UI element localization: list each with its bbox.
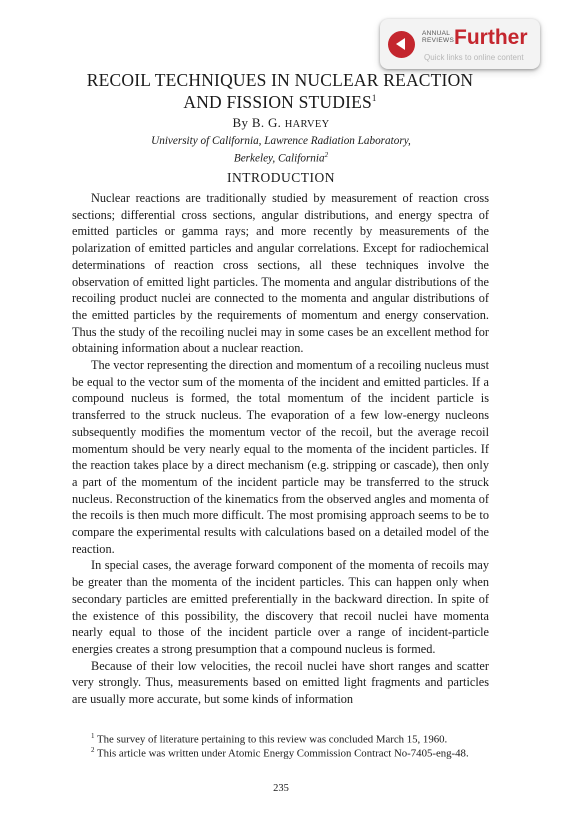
- author-line: [0, 115, 562, 131]
- affiliation-line-2: [0, 148, 562, 166]
- footnote-1-text: The survey of literature pertaining to this review was concluded March 15, 1960.: [97, 733, 448, 746]
- paragraph-4: Because of their low velocities, the recoil nuclei have short ranges and scatter very strongly. Thus, measurements based on emitted light fragments and particles are usually more accurate, but some kinds of information: [72, 658, 489, 707]
- body-text: [72, 190, 489, 708]
- badge-subtitle: Quick links to online content: [424, 53, 524, 62]
- back-arrow-icon: [388, 31, 415, 58]
- author-surname: HARVEY: [284, 119, 330, 130]
- title-line-1: RECOIL TECHNIQUES IN NUCLEAR REACTION: [86, 70, 474, 90]
- title-line-2: [60, 89, 500, 111]
- footnote-ref-2: 2: [324, 151, 329, 159]
- affiliation-line-2-text: Berkeley, California: [233, 152, 325, 165]
- footnote-2-mark: 2: [91, 746, 95, 754]
- author-by: By: [232, 115, 249, 130]
- author-initials: B. G.: [251, 115, 282, 130]
- footnote-ref-1: 1: [371, 93, 377, 103]
- badge-further-label: Further: [454, 26, 528, 49]
- badge-annual-label: ANNUAL: [422, 30, 451, 37]
- paragraph-3: In special cases, the average forward component of the momenta of recoils may be greater than the momenta of the incident particles. This can happen only when secondary particles are emitted preferentially in the backward direction. In spite of the existence of this possibility, the discovery that recoil nuclei have momenta nearly equal to those of the incident particle over a range of incident-particle energies creates a strong presumption that a compound nucleus is formed.: [72, 558, 489, 656]
- title-line-2-text: AND FISSION STUDIES: [183, 91, 372, 112]
- footnote-2: [72, 743, 489, 761]
- badge-reviews-label: REVIEWS: [422, 37, 455, 44]
- paragraph-2: The vector representing the direction and momentum of a recoiling nucleus must be equal to the vector sum of the momenta of the incident and emitted particles. If a compound nucleus is formed, the total momentum of the incident particle is transferred to the struck nucleus. The evaporation of a few low-energy nucleons subsequently modifies the momentum vector of the recoil, but the average recoil momentum should be very nearly equal to the momenta of the incident particles. If the reaction takes place by a direct mechanism (e.g. stripping or cascade), then only a part of the momentum of the incident particle may be transferred to the struck nucleus. Reconstruction of the kinematics from the observed angles and momenta of the recoils is then much more difficult. The most promising approach seems to be to compare the experimental results with calculations based on a detailed model of the reaction.: [72, 358, 489, 556]
- further-badge[interactable]: [380, 19, 540, 69]
- footnote-1-mark: 1: [91, 732, 95, 740]
- affiliation-line-1: University of California, Lawrence Radiation Laboratory,: [151, 135, 411, 147]
- paragraph-1: Nuclear reactions are traditionally studied by measurement of reaction cross sections; differential cross sections, angular distributions, and energy spectra of emitted particles or gamma rays; and more recently by measurements of the polarization of emitted particles and angular correlations. Except for radiochemical determinations of reaction cross sections, all these techniques involve the observation of emitted light particles. The momenta and angular distributions of the recoiling product nuclei are connected to the momenta and angular distributions of the emitted particles by the requirements of momentum and energy conservation. Thus the study of the recoiling nuclei may in some cases be an excellent method for obtaining information about a nuclear reaction.: [72, 191, 489, 356]
- page-number: 235: [273, 783, 289, 794]
- footnote-2-text: This article was written under Atomic Energy Commission Contract No-7405-eng-48.: [97, 747, 469, 760]
- section-heading: INTRODUCTION: [227, 170, 335, 185]
